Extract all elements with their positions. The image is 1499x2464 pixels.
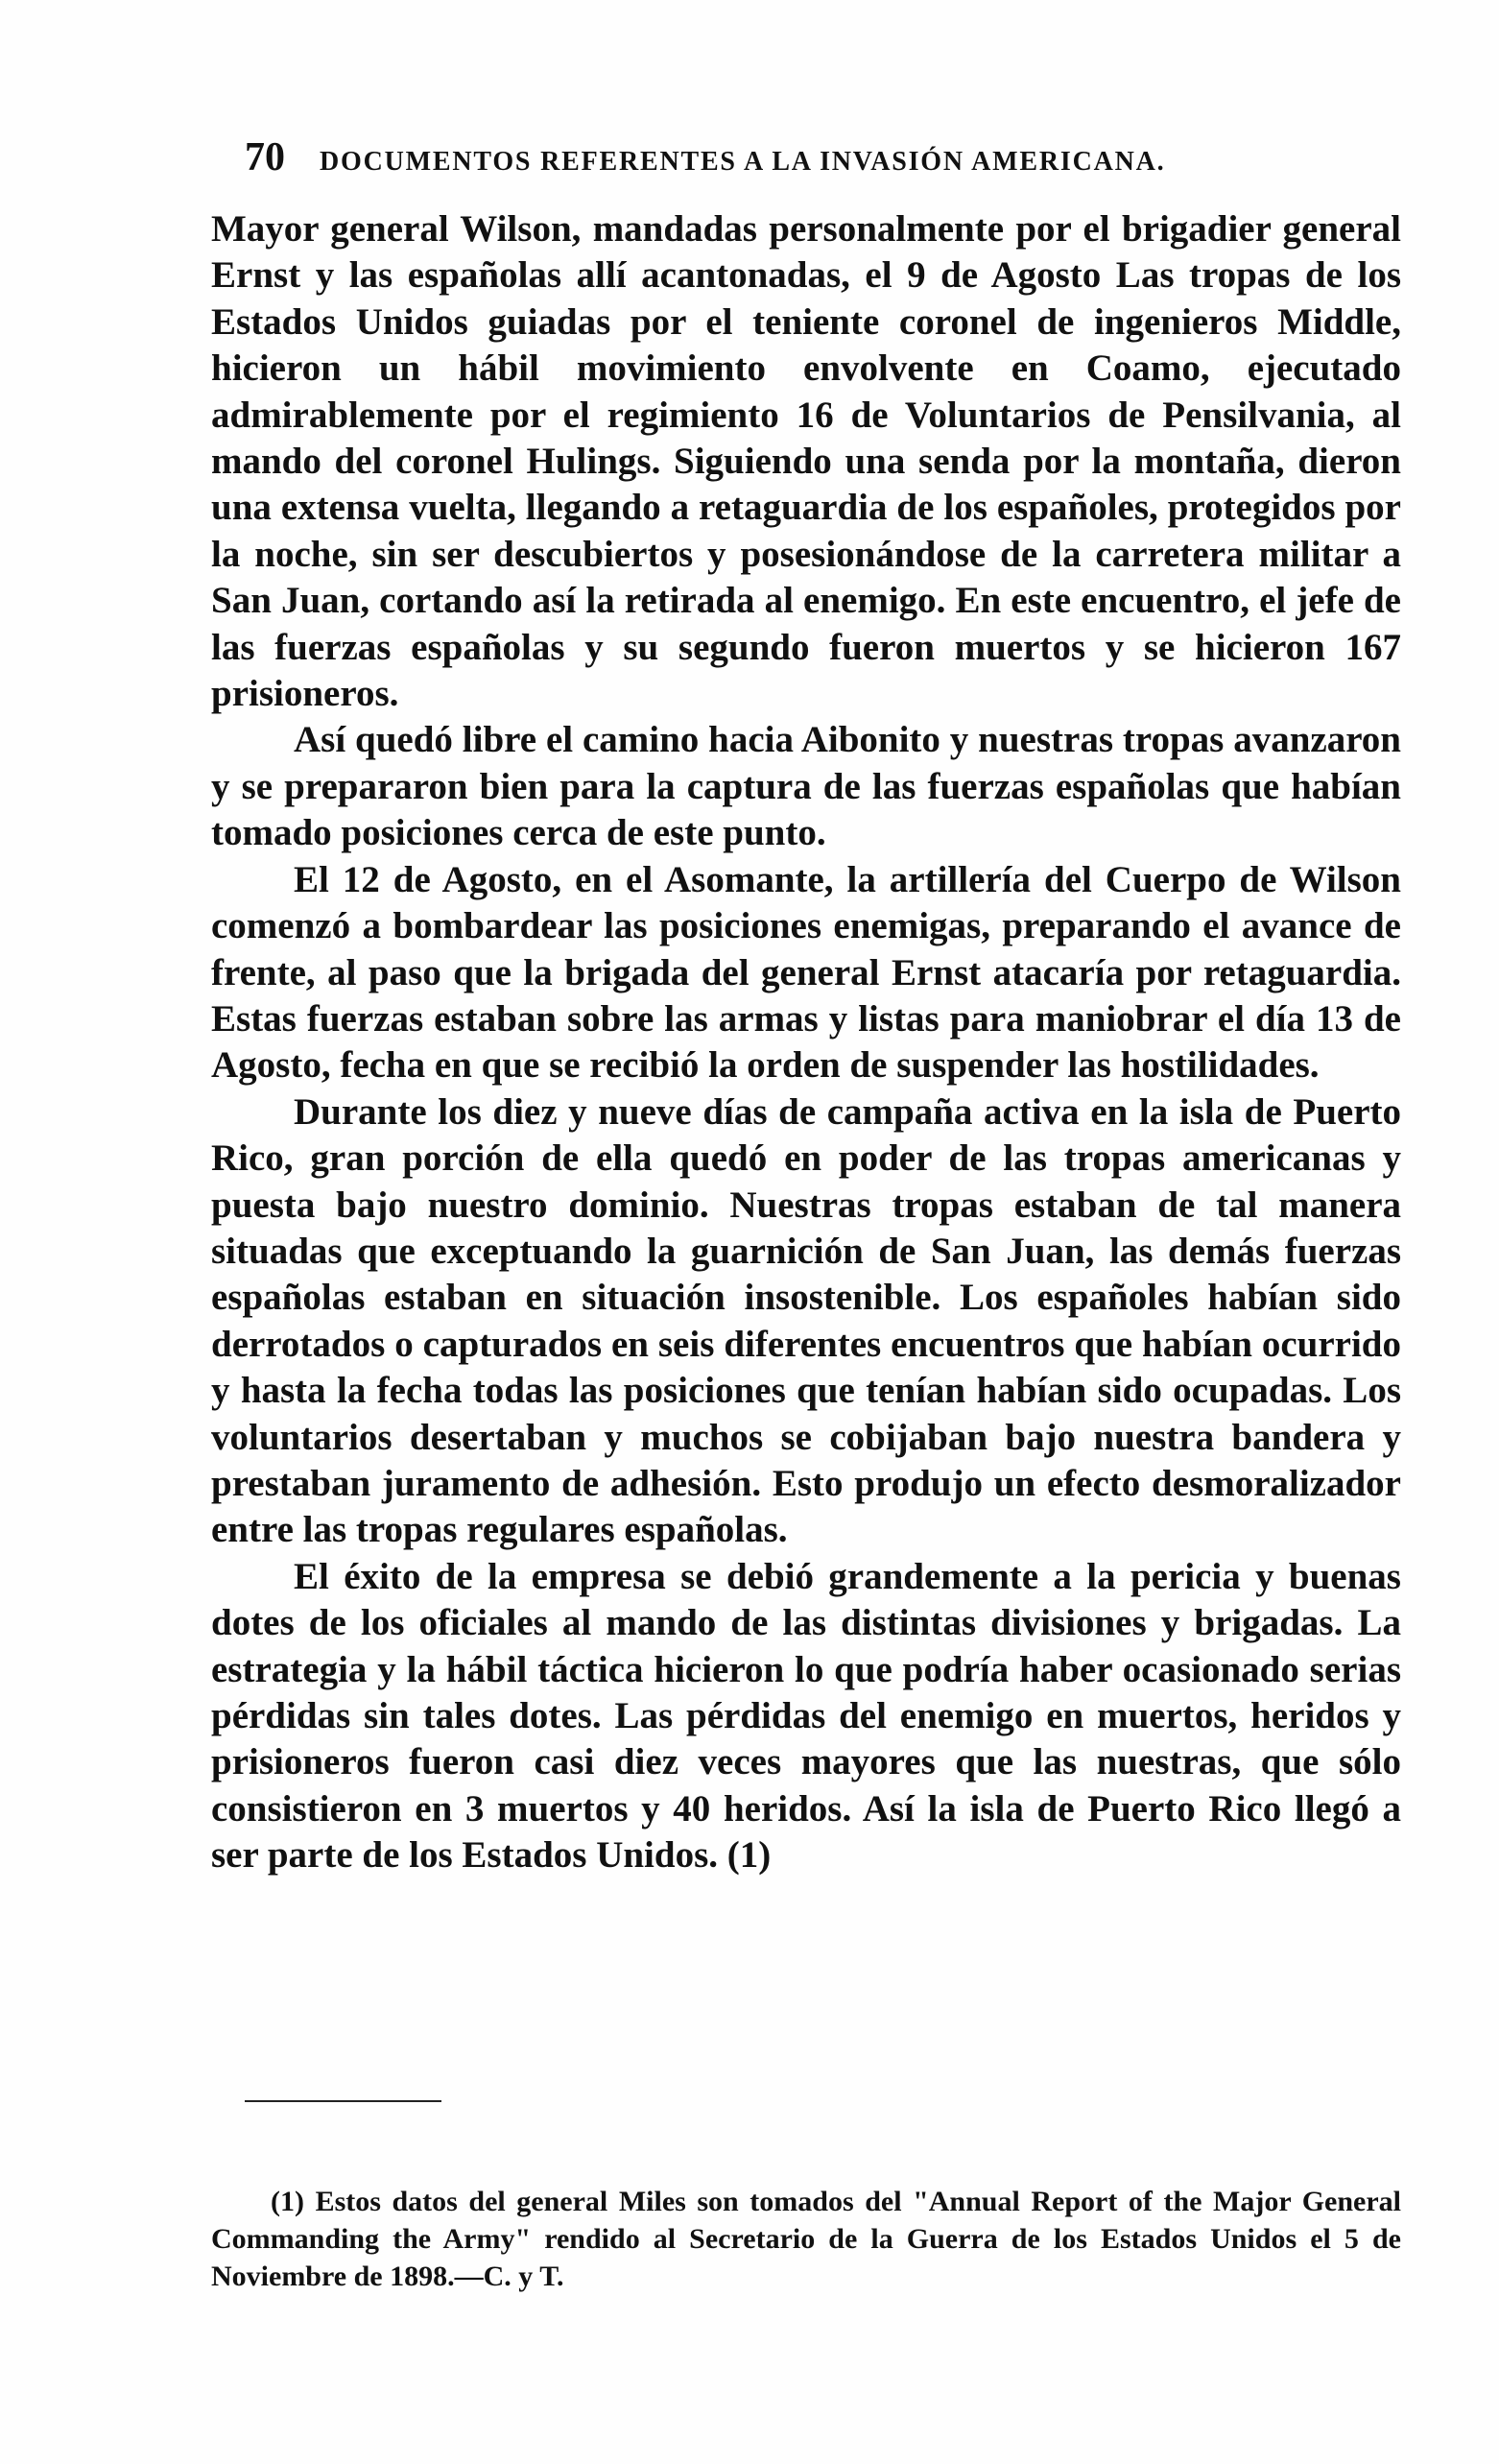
paragraph: Mayor general Wilson, mandadas personalmente por el brigadier general Ernst y las españolas allí acantonadas, el 9 de Agosto Las tropas de los Estados Unidos guiadas por el teniente coronel de ingenieros Middle, hicieron un hábil movimiento envolvente en Coamo, ejecutado admirablemente por el regimiento 16 de Voluntarios de Pensilvania, al mando del coronel Hulings. Siguiendo una senda por la montaña, dieron una extensa vuelta, llegando a retaguardia de los españoles, protegidos por la noche, sin ser descubiertos y posesionándose de la carretera militar a San Juan, cortando así la retirada al enemigo. En este encuentro, el jefe de las fuerzas españolas y su segundo fueron muertos y se hicieron 167 prisioneros. [211,208,1401,715]
paragraph-text: El éxito de la empresa se debió grandemente a la pericia y buenas dotes de los oficiales al mando de las distintas divisiones y brigadas. La estrategia y la hábil táctica hicieron lo que podría haber ocasionado serias pérdidas sin tales dotes. Las pérdidas del enemigo en muertos, heridos y prisioneros fueron casi diez veces mayores que las nuestras, que sólo consistieron en 3 muertos y 40 heridos. Así la isla de Puerto Rico llegó a ser parte de los Estados Unidos. [211,1555,1401,1877]
running-title: DOCUMENTOS REFERENTES A LA INVASIÓN AMERICANA. [320,147,1166,177]
body-text [211,206,1401,1879]
paragraph: Así quedó libre el camino hacia Aibonito y nuestras tropas avanzaron y se prepararon bien para la captura de las fuerzas españolas que habían tomado posiciones cerca de este punto. [211,719,1401,854]
footnote-text: Estos datos del general Miles son tomados del "Annual Report of the Major General Commanding the Army" rendido al Secretario de la Guerra de los Estados Unidos el 5 de Noviembre de 1898.—C. y T. [211,2186,1401,2292]
running-head [245,134,1396,192]
footnote-reference: (1) [726,1834,772,1877]
page-number: 70 [245,135,285,179]
paragraph-last [211,1554,1401,1879]
paragraph: El 12 de Agosto, en el Asomante, la artillería del Cuerpo de Wilson comenzó a bombardear las posiciones enemigas, preparando el avance de frente, al paso que la brigada del general Ernst atacaría por retaguardia. Estas fuerzas estaban sobre las armas y listas para maniobrar el día 13 de Agosto, fecha en que se recibió la orden de suspender las hostilidades. [211,858,1401,1087]
footnote [211,2183,1401,2295]
footnote-divider [245,2100,441,2102]
footnote-marker: (1) [271,2186,304,2217]
paragraph: Durante los diez y nueve días de campaña activa en la isla de Puerto Rico, gran porción de ella quedó en poder de las tropas americanas y puesta bajo nuestro dominio. Nuestras tropas estaban de tal manera situadas que exceptuando la guarnición de San Juan, las demás fuerzas españolas estaban en situación insostenible. Los españoles habían sido derrotados o capturados en seis diferentes encuentros que habían ocurrido y hasta la fecha todas las posiciones que tenían habían sido ocupadas. Los voluntarios desertaban y muchos se cobijaban bajo nuestra bandera y prestaban juramento de adhesión. Esto produjo un efecto desmoralizador entre las tropas regulares españolas. [211,1090,1401,1551]
